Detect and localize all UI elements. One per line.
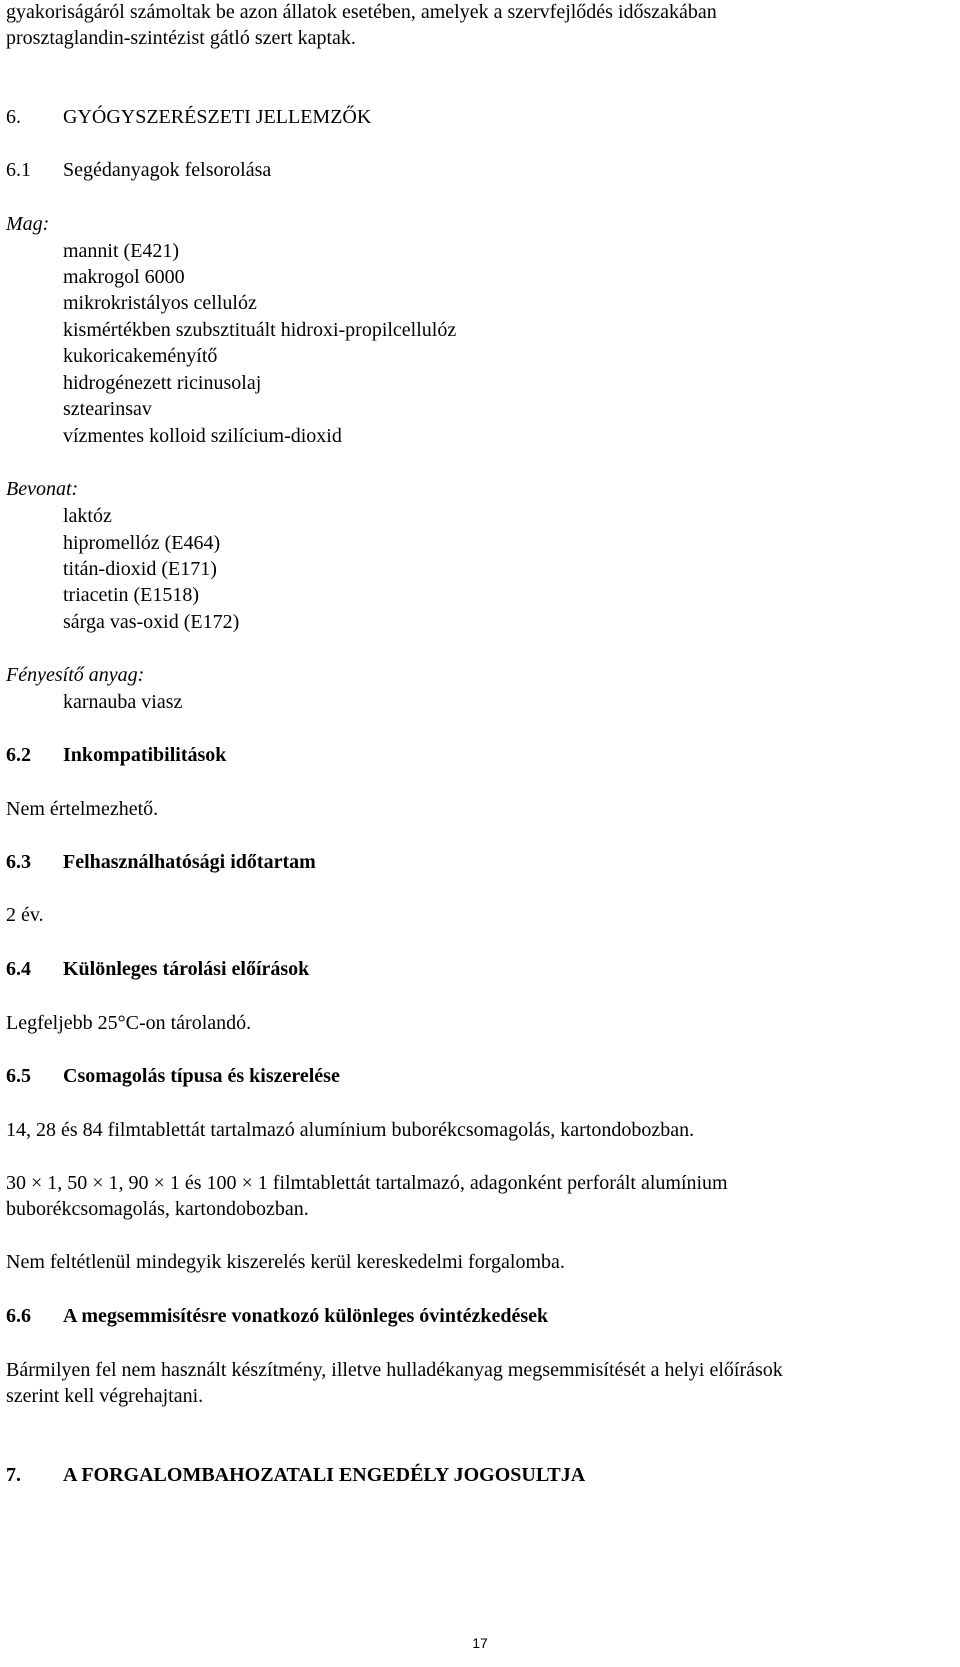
section-6-6-text-line-2: szerint kell végrehajtani. <box>6 1385 204 1407</box>
core-item: sztearinsav <box>63 398 152 420</box>
section-6-5-paragraph-2-line-2: buborékcsomagolás, kartondobozban. <box>6 1198 309 1220</box>
section-7-title: A FORGALOMBAHOZATALI ENGEDÉLY JOGOSULTJA <box>63 1464 586 1486</box>
core-item: kukoricakeményítő <box>63 345 218 367</box>
core-label: Mag: <box>6 213 50 235</box>
coating-item: sárga vas-oxid (E172) <box>63 611 240 633</box>
core-item: kismértékben szubsztituált hidroxi-propilcellulóz <box>63 319 457 341</box>
section-7-heading <box>6 1462 585 1488</box>
section-6-4-heading <box>6 956 309 982</box>
core-item: makrogol 6000 <box>63 266 185 288</box>
section-6-3-text: 2 év. <box>6 904 44 926</box>
section-6-1-number: 6.1 <box>6 159 31 181</box>
section-6-3-title: Felhasználhatósági időtartam <box>63 851 316 873</box>
section-6-title: GYÓGYSZERÉSZETI JELLEMZŐK <box>63 106 372 128</box>
section-6-2-title: Inkompatibilitások <box>63 744 227 766</box>
section-6-2-number: 6.2 <box>6 744 31 766</box>
section-6-2-text: Nem értelmezhető. <box>6 798 159 820</box>
section-6-6-title: A megsemmisítésre vonatkozó különleges óvintézkedések <box>63 1305 549 1327</box>
section-6-6-number: 6.6 <box>6 1305 31 1327</box>
section-6-heading <box>6 104 371 130</box>
section-6-3-number: 6.3 <box>6 851 31 873</box>
page-number: 17 <box>472 1635 488 1651</box>
coating-label: Bevonat: <box>6 478 79 500</box>
section-7-number: 7. <box>6 1464 21 1486</box>
section-6-4-title: Különleges tárolási előírások <box>63 958 310 980</box>
coating-item: laktóz <box>63 505 112 527</box>
section-6-3-heading <box>6 849 316 875</box>
section-6-5-heading <box>6 1063 340 1089</box>
core-item: mannit (E421) <box>63 240 180 262</box>
core-item: vízmentes kolloid szilícium-dioxid <box>63 425 342 447</box>
section-6-4-text: Legfeljebb 25°C-on tárolandó. <box>6 1012 252 1034</box>
core-item: mikrokristályos cellulóz <box>63 292 257 314</box>
intro-line-1: gyakoriságáról számoltak be azon állatok esetében, amelyek a szervfejlődés időszakában <box>6 1 717 23</box>
section-6-number: 6. <box>6 106 21 128</box>
section-6-4-number: 6.4 <box>6 958 31 980</box>
core-item: hidrogénezett ricinusolaj <box>63 372 262 394</box>
coating-item: titán-dioxid (E171) <box>63 558 217 580</box>
section-6-6-text-line-1: Bármilyen fel nem használt készítmény, illetve hulladékanyag megsemmisítését a helyi előírások <box>6 1359 783 1381</box>
section-6-1-heading <box>6 157 271 183</box>
section-6-5-paragraph-2-line-1: 30 × 1, 50 × 1, 90 × 1 és 100 × 1 filmtablettát tartalmazó, adagonként perforált alumínium <box>6 1172 728 1194</box>
polishing-agent-item: karnauba viasz <box>63 691 183 713</box>
section-6-1-title: Segédanyagok felsorolása <box>63 159 272 181</box>
polishing-agent-label: Fényesítő anyag: <box>6 664 145 686</box>
coating-item: triacetin (E1518) <box>63 584 200 606</box>
section-6-5-paragraph-3: Nem feltétlenül mindegyik kiszerelés kerül kereskedelmi forgalomba. <box>6 1251 565 1273</box>
intro-line-2: prosztaglandin-szintézist gátló szert kaptak. <box>6 27 356 49</box>
coating-item: hipromellóz (E464) <box>63 532 221 554</box>
section-6-6-heading <box>6 1303 548 1329</box>
section-6-5-title: Csomagolás típusa és kiszerelése <box>63 1065 340 1087</box>
section-6-5-number: 6.5 <box>6 1065 31 1087</box>
section-6-5-paragraph-1: 14, 28 és 84 filmtablettát tartalmazó alumínium buborékcsomagolás, kartondobozban. <box>6 1119 695 1141</box>
section-6-2-heading <box>6 742 226 768</box>
